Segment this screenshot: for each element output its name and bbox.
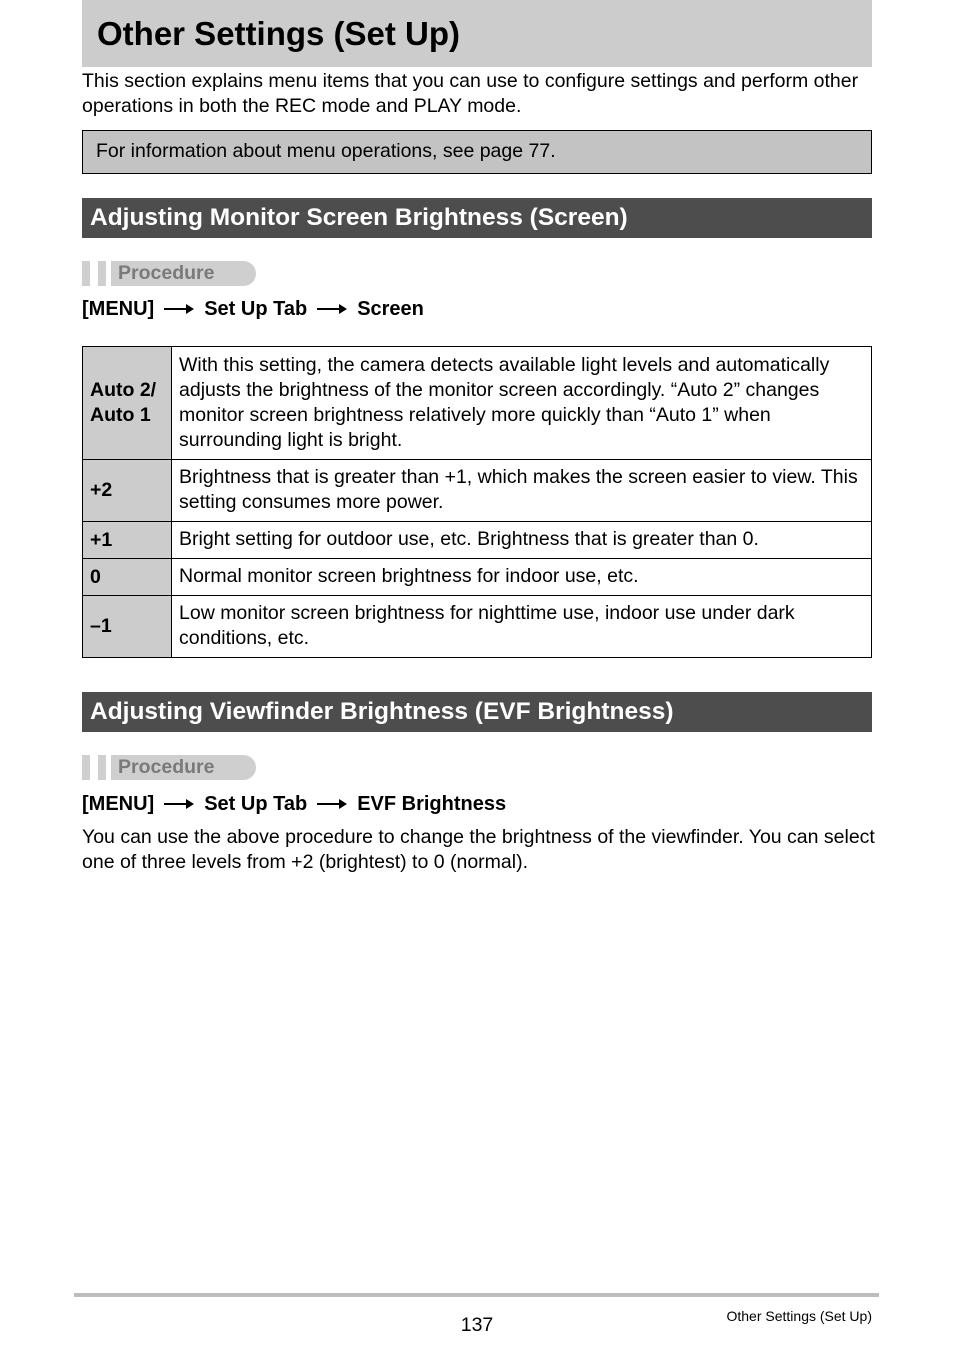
- section-title: Adjusting Viewfinder Brightness (EVF Brightness): [90, 698, 674, 725]
- table-row: [83, 596, 872, 658]
- screen-settings-table: [82, 346, 872, 658]
- setting-key: Auto 2/ Auto 1: [83, 347, 172, 460]
- footer-section-title: Other Settings (Set Up): [726, 1308, 872, 1324]
- section-heading-screen: [82, 198, 872, 238]
- table-row: [83, 347, 872, 460]
- menu-path-step: Set Up Tab: [204, 793, 308, 815]
- setting-key: +1: [83, 522, 172, 559]
- menu-path-step: [MENU]: [82, 298, 155, 320]
- menu-path-step: EVF Brightness: [357, 793, 507, 815]
- page-number: 137: [460, 1314, 494, 1336]
- menu-path-step: Screen: [357, 298, 424, 320]
- intro-paragraph: This section explains menu items that you can use to configure settings and perform other operations in both the REC mode and PLAY mode.: [82, 70, 859, 117]
- table-row: [83, 460, 872, 522]
- page-title: Other Settings (Set Up): [97, 15, 461, 52]
- table-row: [83, 522, 872, 559]
- info-note: For information about menu operations, see page 77.: [82, 130, 872, 174]
- procedure-label: Procedure: [118, 262, 215, 284]
- procedure-label: Procedure: [118, 756, 215, 778]
- setting-description: With this setting, the camera detects available light levels and automatically adjusts the brightness of the monitor screen accordingly. “Auto 2” changes monitor screen brightness relatively more quickly than “Auto 1” when surrounding light is bright.: [172, 347, 872, 460]
- evf-description: You can use the above procedure to change the brightness of the viewfinder. You can select one of three levels from +2 (brightest) to 0 (normal).: [82, 826, 875, 873]
- menu-path: [82, 791, 506, 817]
- section-heading-evf: [82, 692, 872, 732]
- menu-path-step: [MENU]: [82, 793, 155, 815]
- procedure-badge: [82, 755, 256, 780]
- setting-description: Low monitor screen brightness for nighttime use, indoor use under dark conditions, etc.: [172, 596, 872, 658]
- page-title-bar: [82, 0, 872, 67]
- procedure-badge: [82, 261, 256, 286]
- section-title: Adjusting Monitor Screen Brightness (Screen): [90, 204, 628, 231]
- arrow-right-icon: [309, 302, 355, 316]
- menu-path: [82, 296, 424, 322]
- arrow-right-icon: [156, 302, 202, 316]
- menu-path-step: Set Up Tab: [204, 298, 308, 320]
- arrow-right-icon: [156, 797, 202, 811]
- table-row: [83, 559, 872, 596]
- setting-description: Bright setting for outdoor use, etc. Brightness that is greater than 0.: [172, 522, 872, 559]
- arrow-right-icon: [309, 797, 355, 811]
- setting-key: +2: [83, 460, 172, 522]
- setting-key: 0: [83, 559, 172, 596]
- setting-key: –1: [83, 596, 172, 658]
- setting-description: Normal monitor screen brightness for indoor use, etc.: [172, 559, 872, 596]
- footer-divider: [74, 1293, 879, 1297]
- setting-description: Brightness that is greater than +1, which makes the screen easier to view. This setting consumes more power.: [172, 460, 872, 522]
